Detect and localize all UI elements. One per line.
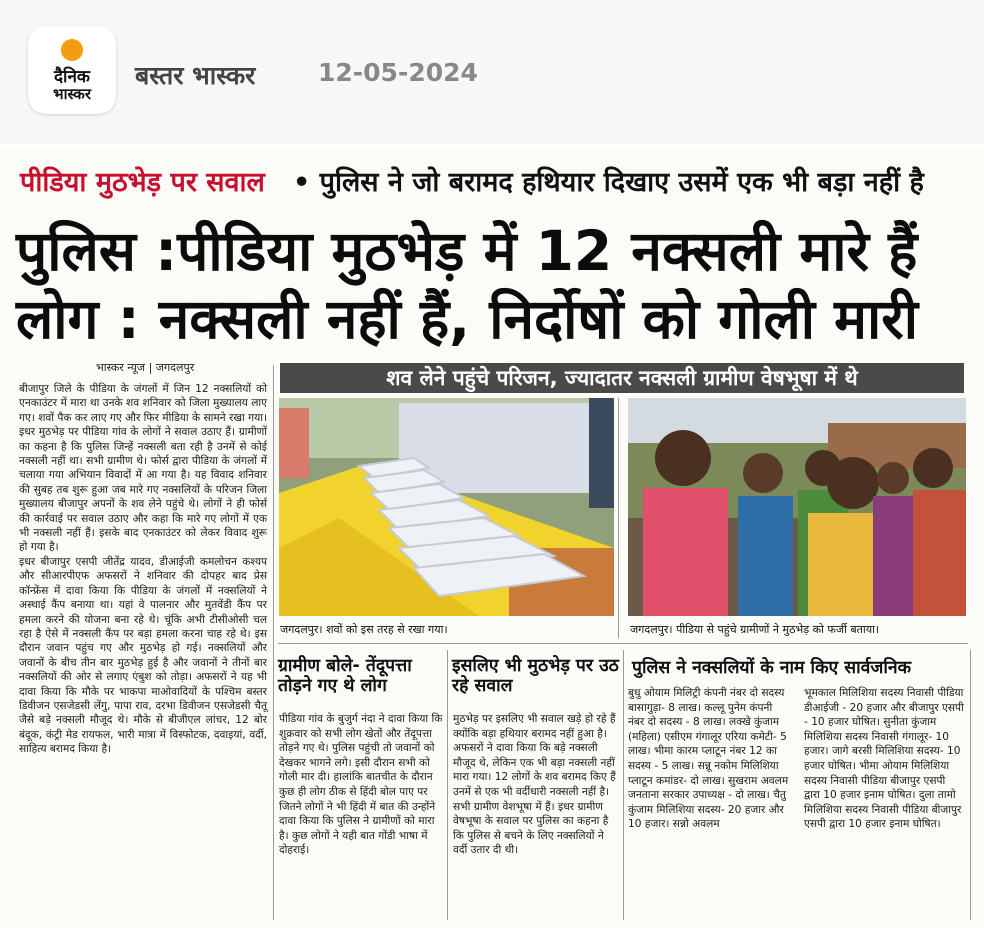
column-2-title: ग्रामीण बोले- तेंदूपत्ता तोड़ने गए थे लोग xyxy=(278,656,412,696)
paragraph: बीजापुर जिले के पीडिया के जंगलों में जिन 12 नक्सलियों को एनकाउंटर में मारा था उनके शव शनिवार को जिला मुख्यालय लाए गए। शवों पैक कर लाए गए और फिर मीडिया के सामने रखा गया। इधर मुठभेड़ पर पीडिया गांव के लोगों ने सवाल उठाए हैं। ग्रामीणों का कहना है कि पुलिस जिन्हें नक्सली बता रही है उनमें से कोई नक्सली नहीं था। सभी ग्रामीण थे। फोर्स द्वारा पीडिया के जंगलों में चलाया गया अभियान विवादों में आ गया है। यह विवाद शनिवार की सुबह तब शुरू हुआ जब मारे गए नक्सलियों के परिजन जिला मुख्यालय बीजापुर अपनों के शव लेने पहुंचे थे। लोगों ने ही फोर्स की कार्रवाई पर सवाल उठाए और कहा कि मारे गए लोगों में एक भी नक्सली नहीं हैं। इसके बाद एनकाउंटर को लेकर विवाद शुरू हो गया है। xyxy=(19,383,267,554)
paragraph: बुधु ओयाम मिलिट्री कंपनी नंबर दो सदस्य बासागुड़ा- 8 लाख। कल्लू पुनेम कंपनी नंबर दो सदस्य - 8 लाख। लक्खे कुंजाम (महिला) एसीएम गंगालूर एरिया कमेटी- 5 लाख। भीमा कारम प्लाटून नंबर 12 का सदस्य - 5 लाख। सन्नू नकोम मिलिशिया प्लाटून कमांडर- दो लाख। सुखराम अवलम जनताना सरकार उपाध्यक्ष - दो लाख। चैतु कुंजाम मिलिशिया सदस्य- 20 हजार और 10 हजार। सन्नो अवलम xyxy=(628,687,789,831)
publication-name: बस्तर भास्कर xyxy=(135,61,256,90)
app-header xyxy=(0,0,984,144)
paragraph: मुठभेड़ पर इसलिए भी सवाल खड़े हो रहे हैं क्योंकि बड़ा हथियार बरामद नहीं हुआ है। अफसरों ने दावा किया कि बड़े नक्सली मौजूद थे, लेकिन एक भी बड़ा नक्सली नहीं मारा गया। 12 लोगों के शव बरामद किए हैं उनमें से एक भी वर्दीधारी नक्सली नहीं है। सभी ग्रामीण वेशभूषा में हैं। इधर ग्रामीण वेषभूषा के सवाल पर पुलिस का कहना है कि पुलिस से बचने के लिए नक्सलियों ने वर्दी उतार दी थी। xyxy=(453,713,616,857)
photo-caption: जगदलपुर। पीडिया से पहुंचे ग्रामीणों ने मुठभेड़ को फर्जी बताया। xyxy=(630,623,880,636)
headline-line1: पुलिस :पीडिया मुठभेड़ में 12 नक्सली मारे हैं xyxy=(16,219,918,283)
paragraph: भूमकाल मिलिशिया सदस्य निवासी पीडिया डीआईजी - 20 हजार और बीजापुर एसपी - 10 हजार घोषित। सुनीता कुंजाम मिलिशिया सदस्य निवासी गंगालूर- 10 हजार। जागे बरसी मिलिशिया सदस्य- 10 हजार घोषित। भीमा ओयाम मिलिशिया सदस्य निवासी पीडिया बीजापुर एसपी द्वारा 10 हजार इनाम घोषित। दुला तामो मिलिशिया सदस्य निवासी पीडिया बीजापुर एसपी द्वारा 10 हजार इनाम घोषित। xyxy=(804,687,964,831)
photo-villagers xyxy=(628,398,966,616)
publication-date: 12-05-2024 xyxy=(318,58,478,87)
dainik-bhaskar-logo[interactable] xyxy=(28,26,116,114)
byline: भास्कर न्यूज | जगदलपुर xyxy=(96,361,195,374)
column-divider xyxy=(618,398,619,638)
photo-banner: शव लेने पहुंचे परिजन, ज्यादातर नक्सली ग्रामीण वेषभूषा में थे xyxy=(280,363,964,393)
column-divider xyxy=(447,650,448,920)
photo-bodies-laid-out xyxy=(279,398,614,616)
horizontal-rule xyxy=(278,643,968,644)
article-column-1 xyxy=(19,382,267,757)
paragraph: पीडिया गांव के बुजुर्ग नंदा ने दावा किया कि शुक्रवार को सभी लोग खेतों और तेंदूपत्ता तोड़ने गए थे। पुलिस पहुंची तो जवानों को देखकर भागने लगे। इसी दौरान सभी को गोली मार दी। हालांकि बातचीत के दौरान कुछ ही लोग ठीक से हिंदी बोल पाए पर जितने लोगों ने भी हिंदी में बात की उन्होंने दावा किया कि पुलिस ने ग्रामीणों को मारा है। कुछ लोगों ने यही बात गोंडी भाषा में दोहराई। xyxy=(279,713,443,857)
photo-caption: जगदलपुर। शवों को इस तरह से रखा गया। xyxy=(280,623,448,636)
column-4-title: पुलिस ने नक्सलियों के नाम किए सार्वजनिक xyxy=(632,658,912,678)
logo-text-line2: भास्कर xyxy=(53,85,91,103)
column-divider xyxy=(623,650,624,920)
column-3-title: इसलिए भी मुठभेड़ पर उठ रहे सवाल xyxy=(452,656,619,696)
column-3-body xyxy=(453,712,617,858)
column-divider xyxy=(273,365,274,920)
kicker-subtitle: • पुलिस ने जो बरामद हथियार दिखाए उसमें एक भी बड़ा नहीं है xyxy=(293,167,924,198)
logo-text-line1: दैनिक xyxy=(54,67,90,87)
column-5-body xyxy=(804,686,964,832)
column-2-body xyxy=(279,712,443,858)
newspaper-clipping xyxy=(0,150,984,928)
column-4-body xyxy=(628,686,790,832)
headline-line2: लोग : नक्सली नहीं हैं, निर्दोषों को गोली मारी xyxy=(16,287,918,351)
column-divider xyxy=(970,650,971,920)
kicker: पीडिया मुठभेड़ पर सवाल xyxy=(20,167,265,198)
paragraph: इधर बीजापुर एसपी जीतेंद्र यादव, डीआईजी कमलोचन कश्यप और सीआरपीएफ अफसरों ने शनिवार की दोपहर बाद प्रेस कॉन्फ्रेंस में दावा किया कि पीडिया के जंगलों में नक्सलियों ने अस्थाई कैंप बनाया था। यहां वे पालनार और मुतवेंडी कैंप पर हमला करने की योजना बना रहे थे। चूंकि अभी टीसीओसी चल रहा है ऐसे में नक्सली कैंप पर बड़ा हमला करना चाह रहे थे। इस दौरान जवान पहुंच गए और मुठभेड़ हो गई। नक्सलियों और जवानों के बीच तीन बार मुठभेड़ हुई है और जवानों ने तीनों बार नक्सलियों की ओर से लगाए एंबुश को तोड़ा। अफसरों ने यह भी दावा किया कि मौके पर भाकपा माओवादियों के पश्चिम बस्तर डिवीजन एसजेडसी लेंगु, पापा राव, दरभा डिवीजन एसजेडसी चैतू जैसे बड़े नक्सली मौजूद थे। मौके से बीजीएल लांचर, 12 बोर बंदूक, कंट्री मेड रायफल, भारी मात्रा में विस्फोटक, दवाइयां, वर्दी, साहित्य बरामद किया है। xyxy=(19,555,267,756)
sun-icon xyxy=(61,39,83,61)
